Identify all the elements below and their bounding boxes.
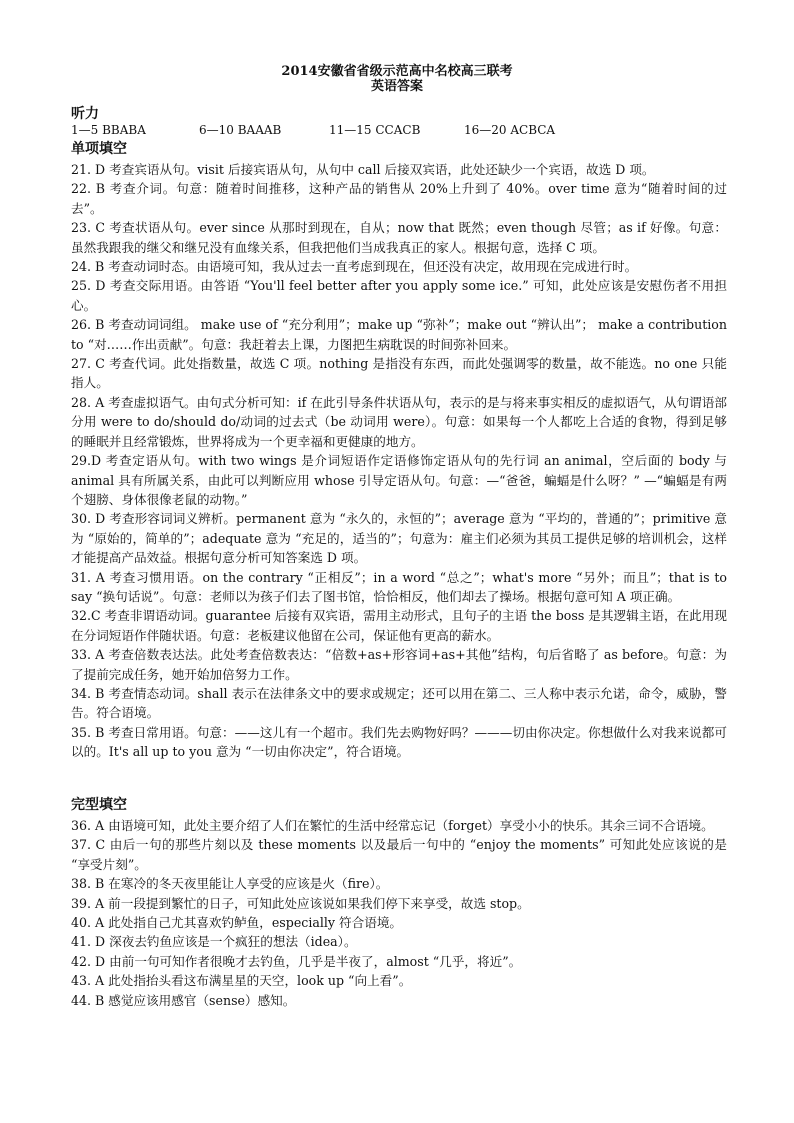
answer-item: 22. B 考查介词。句意：随着时间推移，这种产品的销售从 20%上升到了 40%。over time 意为“随着时间的过去”。 <box>71 181 727 216</box>
answer-item: 26. B 考查动词词组。 make use of “充分利用”；make up “弥补”；make out “辨认出”； make a contribution to “对……作出贡献”。句意：我赶着去上课，力图把生病耽误的时间弥补回来。 <box>71 317 727 352</box>
answer-item: 23. C 考查状语从句。ever since 从那时到现在，自从；now that 既然；even though 尽管；as if 好像。句意：虽然我跟我的继父和继兄没有血缘关系，但我把他们当成我真正的家人。根据句意，选择 C 项。 <box>71 220 727 255</box>
answer-item: 38. B 在寒冷的冬天夜里能让人享受的应该是火（fire）。 <box>71 876 389 892</box>
single-choice-answers <box>71 160 727 762</box>
answer-item: 37. C 由后一句的那些片刻以及 these moments 以及最后一句中的 “enjoy the moments” 可知此处应该说的是 “享受片刻”。 <box>71 837 727 872</box>
document-subtitle: 英语答案 <box>370 79 423 94</box>
answer-item: 30. D 考查形容词词义辨析。permanent 意为 “永久的，永恒的”；average 意为 “平均的，普通的”；primitive 意为 “原始的，简单的”；adequate 意为 “充足的，适当的”；句意为：雇主们必须为其员工提供足够的培训机会，这样才能提高产品效益。根据句意分析可知答案选 D 项。 <box>71 511 727 566</box>
answer-item: 34. B 考查情态动词。shall 表示在法律条文中的要求或规定；还可以用在第二、三人称中表示允诺，命令，威胁，警告。符合语境。 <box>71 685 727 721</box>
answer-item: 33. A 考查倍数表达法。此处考查倍数表达：“倍数+as+形容词+as+其他”结构，句后省略了 as before。句意：为了提前完成任务，她开始加倍努力工作。 <box>71 647 727 682</box>
answer-item: 25. D 考查交际用语。由答语 “You'll feel better after you apply some ice.” 可知，此处应该是安慰伤者不用担心。 <box>71 278 727 313</box>
single-choice-heading: 单项填空 <box>71 141 127 157</box>
answer-item: 29.D 考查定语从句。with two wings 是介词短语作定语修饰定语从句的先行词 an animal，空后面的 body 与 animal 具有所属关系，由此可以判断应用 whose 引导定语从句。句意：—“爸爸，蝙蝠是什么呀？” —“蝙蝠是有两个翅膀、身体很像老鼠的动物。” <box>71 453 727 507</box>
answer-item: 41. D 深夜去钓鱼应该是一个疯狂的想法（idea）。 <box>71 934 357 950</box>
listening-heading: 听力 <box>71 106 99 122</box>
answer-item: 36. A 由语境可知，此处主要介绍了人们在繁忙的生活中经常忘记（forget）享受小小的快乐。其余三词不合语境。 <box>71 818 714 833</box>
cloze-answers <box>71 816 727 1010</box>
cloze-heading: 完型填空 <box>71 797 127 813</box>
answer-item: 24. B 考查动词时态。由语境可知，我从过去一直考虑到现在，但还没有决定，故用现在完成进行时。 <box>71 259 638 275</box>
answer-item: 35. B 考查日常用语。句意：——这儿有一个超市。我们先去购物好吗？———切由你决定。你想做什么对我来说都可以的。It's all up to you 意为 “一切由你决定”，符合语境。 <box>71 724 727 760</box>
document-title: 2014安徽省省级示范高中名校高三联考 <box>281 64 513 79</box>
answer-item: 44. B 感觉应该用感官（sense）感知。 <box>71 992 296 1008</box>
answer-item: 28. A 考查虚拟语气。由句式分析可知：if 在此引导条件状语从句，表示的是与将来事实相反的虚拟语气，从句谓语部分用 were to do/should do/动词的过去式（be 动词用 were）。句意：如果每一个人都吃上合适的食物，得到足够的睡眠并且经常锻炼，世界将成为一个更幸福和更健康的地方。 <box>71 394 727 449</box>
answer-item: 42. D 由前一句可知作者很晚才去钓鱼，几乎是半夜了，almost “几乎，将近”。 <box>71 953 522 969</box>
answer-item: 27. C 考查代词。此处指数量，故选 C 项。nothing 是指没有东西，而此处强调零的数量，故不能选。no one 只能指人。 <box>71 356 727 391</box>
listening-group: 11—15 CCACB <box>329 123 421 137</box>
listening-group: 16—20 ACBCA <box>464 123 556 137</box>
answer-item: 39. A 前一段提到繁忙的日子，可知此处应该说如果我们停下来享受，故选 stop。 <box>71 895 530 911</box>
answer-item: 21. D 考查宾语从句。visit 后接宾语从句，从句中 call 后接双宾语，此处还缺少一个宾语，故选 D 项。 <box>71 162 655 177</box>
listening-group: 1—5 BBABA <box>71 123 146 137</box>
answer-item: 40. A 此处指自己尤其喜欢钓鲈鱼，especially 符合语境。 <box>71 915 403 931</box>
listening-group: 6—10 BAAAB <box>199 123 282 137</box>
answer-item: 43. A 此处指抬头看这布满星星的天空，look up “向上看”。 <box>71 973 412 989</box>
answer-item: 31. A 考查习惯用语。on the contrary “正相反”；in a word “总之”；what's more “另外；而且”；that is to say “换句话说”。句意：老师以为孩子们去了图书馆，恰恰相反，他们却去了操场。根据句意可知 A 项正确。 <box>71 569 727 604</box>
answer-item: 32.C 考查非谓语动词。guarantee 后接有双宾语，需用主动形式，且句子的主语 the boss 是其逻辑主语，在此用现在分词短语作伴随状语。句意：老板建议他留在公司，保证他有更高的薪水。 <box>71 608 727 643</box>
